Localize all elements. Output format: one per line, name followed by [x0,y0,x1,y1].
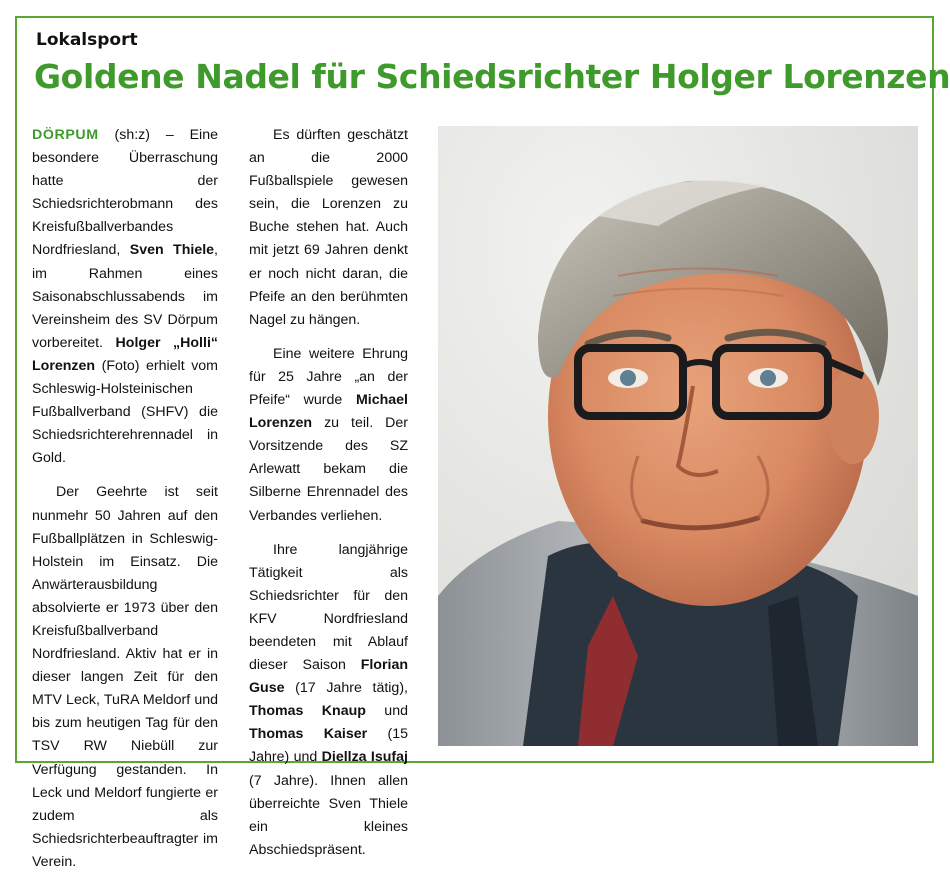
text: Eine weitere Ehrung für 25 Jahre „an der Pfeife“ wurde [249,345,408,409]
text-column-2 [249,124,408,873]
text: (17 Jahre tätig), [284,680,408,697]
text: (Foto) erhielt vom Schleswig-Holsteinischen Fußballverband (SHFV) die Schiedsrichterehrennadel in Gold. [32,357,218,467]
paragraph-2: Der Geehrte ist seit nunmehr 50 Jahren auf den Fußballplätzen in Schleswig-Holstein im Einsatz. Die Anwärterausbildung absolvierte er 1973 über den Kreisfußballverband Nordfriesland. Aktiv hat er in dieser langen Zeit für den MTV Leck, TuRA Meldorf und bis zum heutigen Tag für den TSV RW Niebüll zur Verfügung gestanden. In Leck und Meldorf fungierte er zudem als Schiedsrichterbeauftragter im Verein. [32,484,218,870]
name-michael-lorenzen: Michael Lorenzen [249,392,408,432]
text: Ihre langjährige Tätigkeit als Schiedsrichter für den KFV Nordfriesland beendeten mit Ablauf dieser Saison [249,541,408,674]
paragraph-4 [249,343,408,528]
portrait-photo [438,126,918,746]
text: (15 Jahre) und [249,726,409,766]
section-label: Lokalsport [36,30,138,50]
name-sven-thiele: Sven Thiele [129,242,215,259]
text: (7 Jahre). Ihnen allen überreichte Sven Thiele ein kleines Abschiedspräsent. [249,772,408,858]
portrait-illustration [438,126,918,746]
paragraph-1 [32,124,218,470]
name-diellza-isufaj: Diellza Isufaj [321,749,408,766]
paragraph-5 [249,539,408,862]
name-florian-guse: Florian Guse [249,657,408,697]
name-thomas-kaiser: Thomas Kaiser [249,726,368,743]
paragraph-3: Es dürften geschätzt an die 2000 Fußballspiele gewesen sein, die Lorenzen zu Buche stehen hat. Auch mit jetzt 69 Jahren denkt er noch nicht daran, die Pfeife an den berühmten Nagel zu hängen. [249,127,408,328]
headline: Goldene Nadel für Schiedsrichter Holger Lorenzen [34,57,950,96]
text: zu teil. Der Vorsitzende des SZ Arlewatt bekam die Silberne Ehrennadel des Verbandes verliehen. [249,415,408,524]
text-column-1 [32,124,218,885]
dateline: DÖRPUM [32,127,99,143]
name-holger-lorenzen: Holger „Holli“ Lorenzen [32,334,218,374]
text: (sh:z) – Eine besondere Überraschung hatte der Schiedsrichterobmann des Kreisfußballverbandes Nordfriesland, [32,127,218,259]
text: , im Rahmen eines Saisonabschlussabends im Vereinsheim des SV Dörpum vorbereitet. [32,242,218,351]
name-thomas-knaup: Thomas Knaup [249,703,366,720]
text: und [365,703,408,720]
